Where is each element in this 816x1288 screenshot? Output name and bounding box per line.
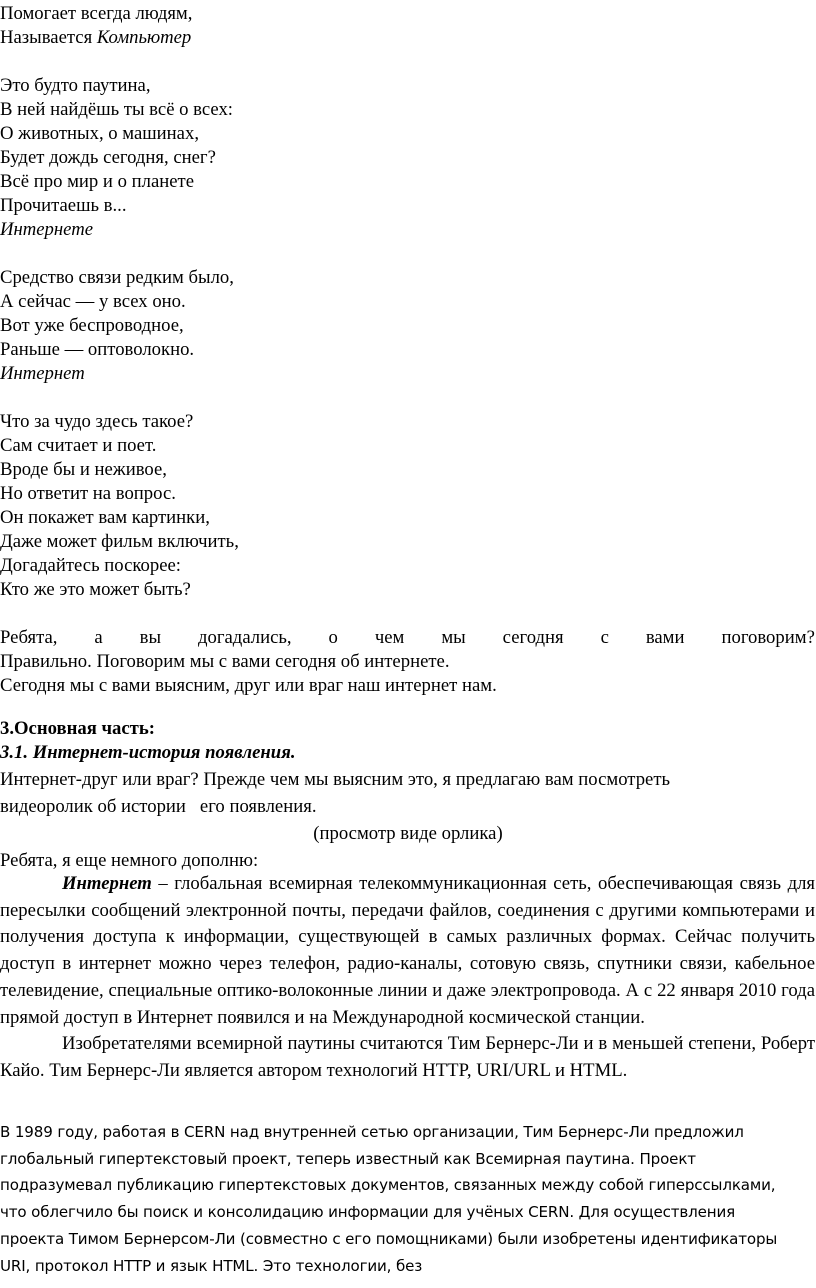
- riddle-3-line: Средство связи редким было,: [0, 267, 234, 288]
- riddle-1-line-2: [0, 27, 191, 49]
- riddle-4-line: Вроде бы и неживое,: [0, 459, 167, 480]
- paragraph-line: Интернет-друг или враг? Прежде чем мы выясним это, я предлагаю вам посмотреть: [0, 769, 671, 790]
- intro-word: а: [94, 627, 103, 648]
- cern-paragraph: [0, 1119, 815, 1279]
- riddle-2-line: Прочитаешь в...: [0, 195, 127, 216]
- riddle-2-line: Это будто паутина,: [0, 75, 151, 96]
- video-note: (просмотр виде орлика): [313, 823, 503, 844]
- riddle-4-line: Он покажет вам картинки,: [0, 507, 210, 528]
- riddle-1-line-1: Помогает всегда людям,: [0, 3, 193, 24]
- intro-word: с: [600, 627, 609, 648]
- riddle-2-line: Всё про мир и о планете: [0, 171, 194, 192]
- cern-line: что облегчило бы поиск и консолидацию информации для учёных CERN. Для осуществления: [0, 1203, 736, 1222]
- riddle-4-line: Что за чудо здесь такое?: [0, 411, 194, 432]
- intro-line-1: [0, 627, 815, 649]
- intro-word: вами: [645, 627, 685, 648]
- intro-word: чем: [374, 627, 405, 648]
- paragraph-line: видеоролик об истории его появления.: [0, 796, 317, 817]
- riddle-1-prefix: Называется: [0, 27, 97, 48]
- riddle-3-line: Раньше — оптоволокно.: [0, 339, 195, 360]
- riddle-3-answer: Интернет: [0, 363, 85, 384]
- intro-word: Ребята,: [0, 627, 58, 648]
- paragraph-line: Ребята, я еще немного дополню:: [0, 850, 259, 871]
- cern-line: проекта Тимом Бернерсом-Ли (совместно с его помощниками) были изобретены идентификаторы: [0, 1229, 778, 1248]
- inventors-paragraph: Изобретателями всемирной паутины считаются Тим Бернерс-Ли и в меньшей степени, Роберт Кайо. Тим Бернерс-Ли является автором технологий HTTP, URI/URL и HTML.: [0, 1033, 815, 1081]
- intro-word: сегодня: [502, 627, 564, 648]
- section-subheading: 3.1. Интернет-история появления.: [0, 742, 296, 763]
- riddle-2-answer: Интернете: [0, 219, 94, 240]
- riddle-2-line: Будет дождь сегодня, снег?: [0, 147, 216, 168]
- riddle-4-line: Даже может фильм включить,: [0, 531, 239, 552]
- intro-word: о: [328, 627, 338, 648]
- cern-line: глобальный гипертекстовый проект, теперь известный как Всемирная паутина. Проект: [0, 1149, 696, 1168]
- riddle-4-line: Догадайтесь поскорее:: [0, 555, 181, 576]
- riddle-3-line: Вот уже беспроводное,: [0, 315, 184, 336]
- cern-line: подразумевал публикацию гипертекстовых документов, связанных между собой гиперссылками,: [0, 1176, 776, 1195]
- cern-line: URI, протокол HTTP и язык HTML. Это технологии, без: [0, 1256, 423, 1275]
- definition-text: – глобальная всемирная телекоммуникационная сеть, обеспечивающая связь для пересылки сообщений электронной почты, передачи файлов, соединения с другими компьютерами и получения доступа к информации, существующей в самых различных формах. Сейчас получить доступ в интернет можно через телефон, радио-каналы, сотовую связь, спутники связи, кабельное телевидение, специальные оптико-волоконные линии и даже электропровода. А с 22 января 2010 года прямой доступ в Интернет появился и на Международной космической станции.: [0, 873, 815, 1028]
- intro-line-3: Сегодня мы с вами выясним, друг или враг наш интернет нам.: [0, 675, 497, 696]
- definition-block: [0, 871, 815, 1085]
- section-heading: 3.Основная часть:: [0, 718, 155, 739]
- intro-word: догадались,: [198, 627, 292, 648]
- riddle-3-line: А сейчас — у всех оно.: [0, 291, 186, 312]
- riddle-2-line: В ней найдёшь ты всё о всех:: [0, 99, 233, 120]
- riddle-1-answer: Компьютер: [96, 27, 192, 48]
- intro-line-2: Правильно. Поговорим мы с вами сегодня об интернете.: [0, 651, 450, 672]
- riddle-2-line: О животных, о машинах,: [0, 123, 199, 144]
- definition-term: Интернет: [62, 873, 152, 894]
- riddle-4-line: Но ответит на вопрос.: [0, 483, 176, 504]
- definition-paragraph: [0, 871, 815, 1031]
- intro-word: вы: [139, 627, 162, 648]
- riddle-4-line: Сам считает и поет.: [0, 435, 157, 456]
- intro-word: мы: [441, 627, 466, 648]
- riddle-4-line: Кто же это может быть?: [0, 579, 191, 600]
- cern-line: В 1989 году, работая в CERN над внутренней сетью организации, Тим Бернерс-Ли предложил: [0, 1123, 744, 1141]
- intro-word: поговорим?: [721, 627, 815, 648]
